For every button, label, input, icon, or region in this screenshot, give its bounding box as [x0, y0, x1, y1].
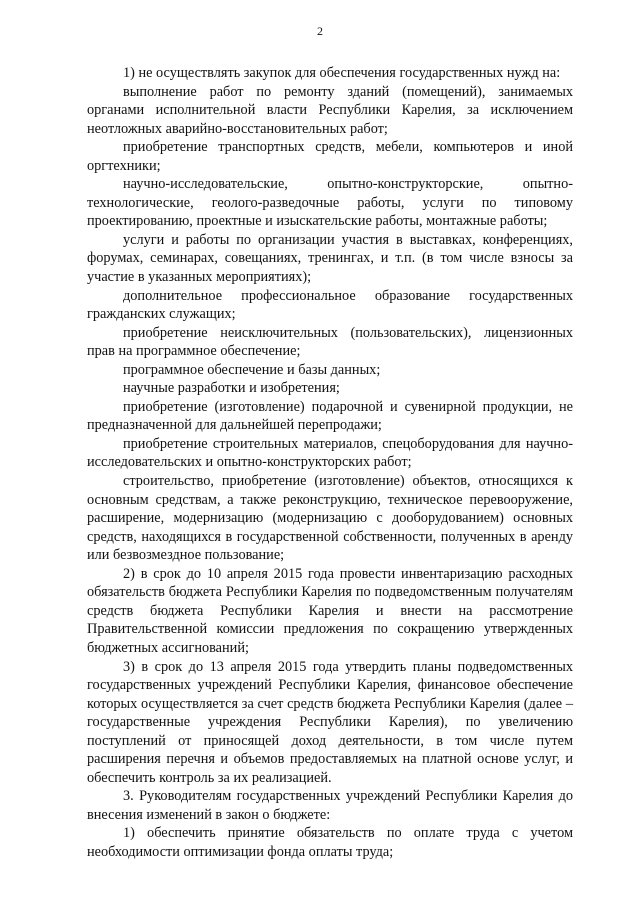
paragraph: услуги и работы по организации участия в выставках, конференциях, форумах, семинарах, совещаниях, тренингах, и т.п. (в том числе взносы за участие в указанных мероприятиях); [87, 231, 573, 286]
paragraph: дополнительное профессиональное образование государственных гражданских служащих; [87, 287, 573, 323]
paragraph: приобретение транспортных средств, мебели, компьютеров и иной оргтехники; [87, 139, 573, 174]
paragraph: научные разработки и изобретения; [123, 380, 340, 397]
paragraph: научно-исследовательские, опытно-конструкторские, опытно-технологические, геолого-разведочные работы, услуги по типовому проектированию, проектные и изыскательские работы, монтажные работы; [87, 176, 573, 230]
paragraph: 2) в срок до 10 апреля 2015 года провести инвентаризацию расходных обязательств бюджета Республики Карелия по подведомственным получателям средств бюджета Республики Карелия и внести на рассмотрение Правительственной комиссии предложения по сокращению утвержденных бюджетных ассигнований; [87, 565, 573, 656]
paragraph: 3. Руководителям государственных учреждений Республики Карелия до внесения изменений в закон о бюджете: [87, 788, 573, 823]
paragraph: 1) не осуществлять закупок для обеспечения государственных нужд на: [123, 65, 561, 81]
paragraph: программное обеспечение и базы данных; [123, 361, 381, 378]
paragraph: приобретение (изготовление) подарочной и сувенирной продукции, не предназначенной для дальнейшей перепродажи; [87, 398, 573, 434]
page-number: 2 [317, 24, 323, 38]
document-body [87, 64, 573, 862]
paragraph: 3) в срок до 13 апреля 2015 года утвердить планы подведомственных государственных учреждений Республики Карелия, финансовое обеспечение которых осуществляется за счет средств бюджета Республики Карелия (далее – государственные учреждения Республики Карелия), по увеличению поступлений от приносящей доход деятельности, в том числе путем расширения перечня и объемов предоставляемых на платной основе услуг, и обеспечить контроль за их реализацией. [87, 658, 573, 786]
paragraph: приобретение неисключительных (пользовательских), лицензионных прав на программное обеспечение; [87, 324, 573, 360]
paragraph: 1) обеспечить принятие обязательств по оплате труда с учетом необходимости оптимизации фонда оплаты труда; [87, 825, 573, 860]
paragraph: строительство, приобретение (изготовление) объектов, относящихся к основным средствам, а также реконструкцию, техническое перевооружение, расширение, модернизацию (модернизацию с дооборудованием) основных средств, находящихся в государственной собственности, полученных в аренду или безвозмездное пользование; [87, 473, 573, 564]
paragraph: выполнение работ по ремонту зданий (помещений), занимаемых органами исполнительной власти Республики Карелия, за исключением неотложных аварийно-восстановительных работ; [87, 83, 573, 137]
paragraph: приобретение строительных материалов, спецоборудования для научно-исследовательских и опытно-конструкторских работ; [87, 435, 573, 471]
